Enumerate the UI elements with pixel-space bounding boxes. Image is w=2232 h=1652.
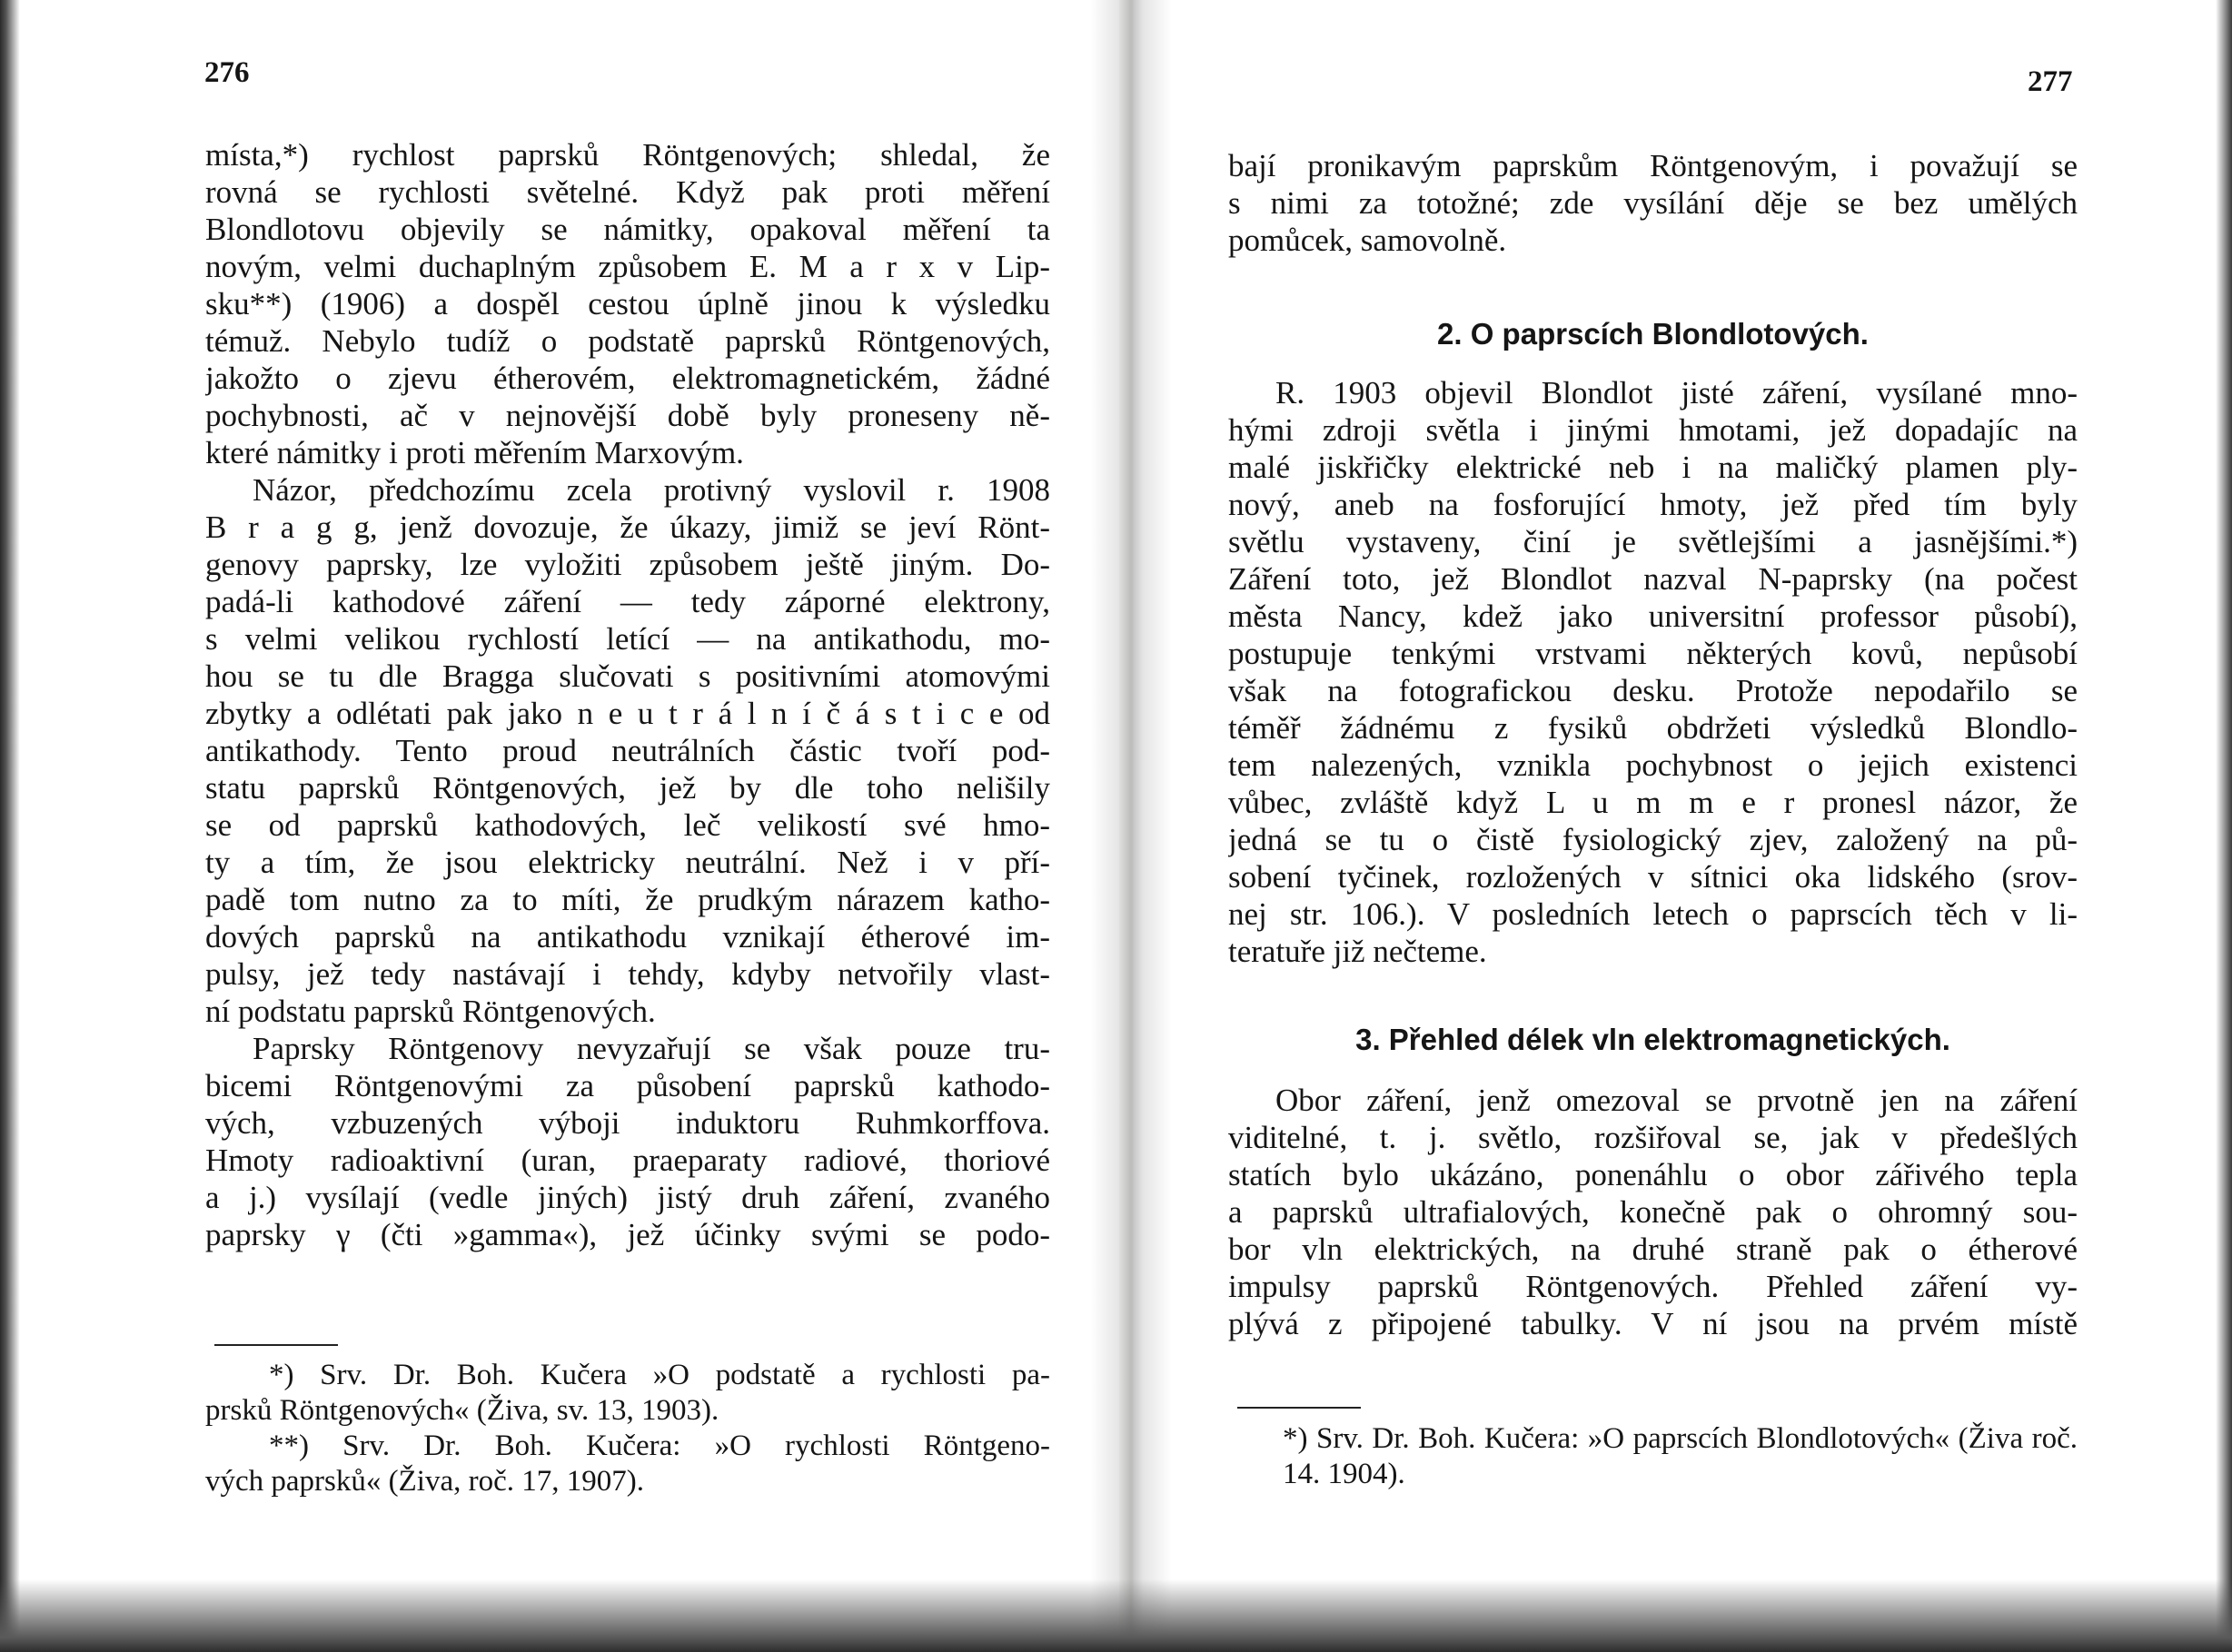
text-line: padě tom nutno za to míti, že prudkým nárazem katho- [205,882,1050,917]
text-line: plývá z připojené tabulky. V ní jsou na prvém místě [1228,1306,2078,1341]
text-line: se od paprsků kathodových, leč velikostí své hmo- [205,807,1050,843]
text-line: pomůcek, samovolně. [1228,223,1507,258]
text-line: hými zdroji světla i jinými hmotami, jež dopadajíc na [1228,412,2078,448]
text-line: padá-li kathodové záření — tedy záporné elektrony, [205,584,1050,619]
footnote-line: **) Srv. Dr. Boh. Kučera: »O rychlosti Röntgeno- [269,1429,1050,1462]
text-line: Názor, předchozímu zcela protivný vyslovil r. 1908 [253,472,1050,508]
page-edge-left [0,0,20,1652]
text-line: které námitky i proti měřením Marxovým. [205,435,744,470]
text-line: statu paprsků Röntgenových, jež by dle toho nelišily [205,770,1050,806]
text-line: bají pronikavým paprskům Röntgenovým, i považují se [1228,148,2078,183]
text-line: rovná se rychlosti světelné. Když pak proti měření [205,174,1050,210]
right-page-body [1228,147,2078,1342]
left-page-footnotes [205,1358,1050,1499]
page-number-right: 277 [2028,65,2073,98]
text-line: však na fotografickou desku. Protože nepodařilo se [1228,673,2078,708]
page-edge-bottom [0,1579,2232,1652]
text-line: R. 1903 objevil Blondlot jisté záření, vysílané mno- [1275,375,2078,411]
text-line: světlu vystaveny, činí je světlejšími a jasnějšími.*) [1228,524,2078,559]
text-line: bor vln elektrických, na druhé straně pak o étherové [1228,1232,2078,1267]
text-line: statích bylo ukázáno, ponenáhlu o obor zářivého tepla [1228,1157,2078,1192]
text-line: jakožto o zjevu étherovém, elektromagnetickém, žádné [205,361,1050,396]
text-line: a j.) vysílají (vedle jiných) jistý druh záření, zvaného [205,1180,1050,1215]
text-line: témuž. Nebylo tudíž o podstatě paprsků Röntgenových, [205,323,1050,359]
text-line: paprsky γ (čti »gamma«), jež účinky svými se podo- [205,1217,1050,1252]
section-heading-wavelengths: 3. Přehled délek vln elektromagnetických. [1355,1023,1950,1056]
page-edge-right [2216,0,2232,1652]
text-line: hou se tu dle Bragga slučovati s positivními atomovými [205,658,1050,694]
footnote-line: *) Srv. Dr. Boh. Kučera »O podstatě a rychlosti pa- [269,1359,1050,1391]
text-line: ní podstatu paprsků Röntgenových. [205,994,656,1029]
book-gutter-shadow [1090,0,1172,1652]
footnote-divider [1237,1407,1361,1409]
text-line: Hmoty radioaktivní (uran, praeparaty radiové, thoriové [205,1143,1050,1178]
text-line: a paprsků ultrafialových, konečně pak o ohromný sou- [1228,1194,2078,1230]
text-line: impulsy paprsků Röntgenových. Přehled záření vy- [1228,1269,2078,1304]
text-line: Paprsky Röntgenovy nevyzařují se však pouze tru- [253,1031,1050,1066]
right-page-footnotes [1228,1421,2078,1492]
text-line: zbytky a odlétati pak jako n e u t r á l n í č á s t i c e od [205,696,1050,731]
text-line: vůbec, zvláště když L u m m e r pronesl názor, že [1228,785,2078,820]
text-line: novým, velmi duchaplným způsobem E. M a r x v Lip- [205,249,1050,284]
text-line: pochybnosti, ač v nejnovější době byly proneseny ně- [205,398,1050,433]
footnote-line: vých paprsků« (Živa, roč. 17, 1907). [205,1465,644,1498]
text-line: téměř žádnému z fysiků obdržeti výsledků Blondlo- [1228,710,2078,746]
text-line: Blondlotovu objevily se námitky, opakoval měření ta [205,212,1050,247]
section-heading-blondlot: 2. O paprscích Blondlotových. [1437,317,1869,351]
page-number-left: 276 [204,56,250,89]
text-line: bicemi Röntgenovými za působení paprsků kathodo- [205,1068,1050,1103]
text-line: malé jiskřičky elektrické neb i na maličký plamen ply- [1228,450,2078,485]
text-line: nový, aneb na fosforující hmoty, jež před tím byly [1228,487,2078,522]
footnote-divider [214,1344,338,1346]
text-line: místa,*) rychlost paprsků Röntgenových; shledal, že [205,137,1050,173]
text-line: Záření toto, jež Blondlot nazval N-paprsky (na počest [1228,561,2078,597]
text-line: jedná se tu o čistě fysiologický zjev, založený na pů- [1228,822,2078,857]
text-line: ty a tím, že jsou elektricky neutrální. Než i v pří- [205,845,1050,880]
text-line: postupuje tenkými vrstvami některých kovů, nepůsobí [1228,636,2078,671]
text-line: viditelné, t. j. světlo, rozšiřoval se, jak v předešlých [1228,1120,2078,1155]
text-line: sku**) (1906) a dospěl cestou úplně jinou k výsledku [205,286,1050,321]
text-line: s nimi za totožné; zde vysílání děje se bez umělých [1228,185,2078,221]
text-line: vých, vzbuzených výboji induktoru Ruhmkorffova. [205,1105,1050,1141]
text-line: sobení tyčinek, rozložených v sítnici oka lidského (srov- [1228,859,2078,895]
footnote-line: prsků Röntgenových« (Živa, sv. 13, 1903). [205,1394,719,1427]
left-page-body [205,136,1050,1253]
text-line: města Nancy, kdež jako universitní professor působí), [1228,598,2078,634]
right-page [1134,0,2232,1652]
text-line: nej str. 106.). V posledních letech o paprscích těch v li- [1228,896,2078,932]
text-line: tem nalezených, vznikla pochybnost o jejich existenci [1228,747,2078,783]
text-line: B r a g g, jenž dovozuje, že úkazy, jimiž se jeví Rönt- [205,509,1050,545]
text-line: Obor záření, jenž omezoval se prvotně jen na záření [1275,1083,2078,1118]
footnote-line: *) Srv. Dr. Boh. Kučera: »O paprscích Blondlotových« (Živa roč. 14. 1904). [1283,1422,2078,1490]
text-line: pulsy, jež tedy nastávají i tehdy, kdyby netvořily vlast- [205,956,1050,992]
text-line: dových paprsků na antikathodu vznikají étherové im- [205,919,1050,955]
text-line: teratuře již nečteme. [1228,934,1487,969]
text-line: s velmi velikou rychlostí letící — na antikathodu, mo- [205,621,1050,657]
text-line: genovy paprsky, lze vyložiti způsobem ještě jiným. Do- [205,547,1050,582]
text-line: antikathody. Tento proud neutrálních částic tvoří pod- [205,733,1050,768]
